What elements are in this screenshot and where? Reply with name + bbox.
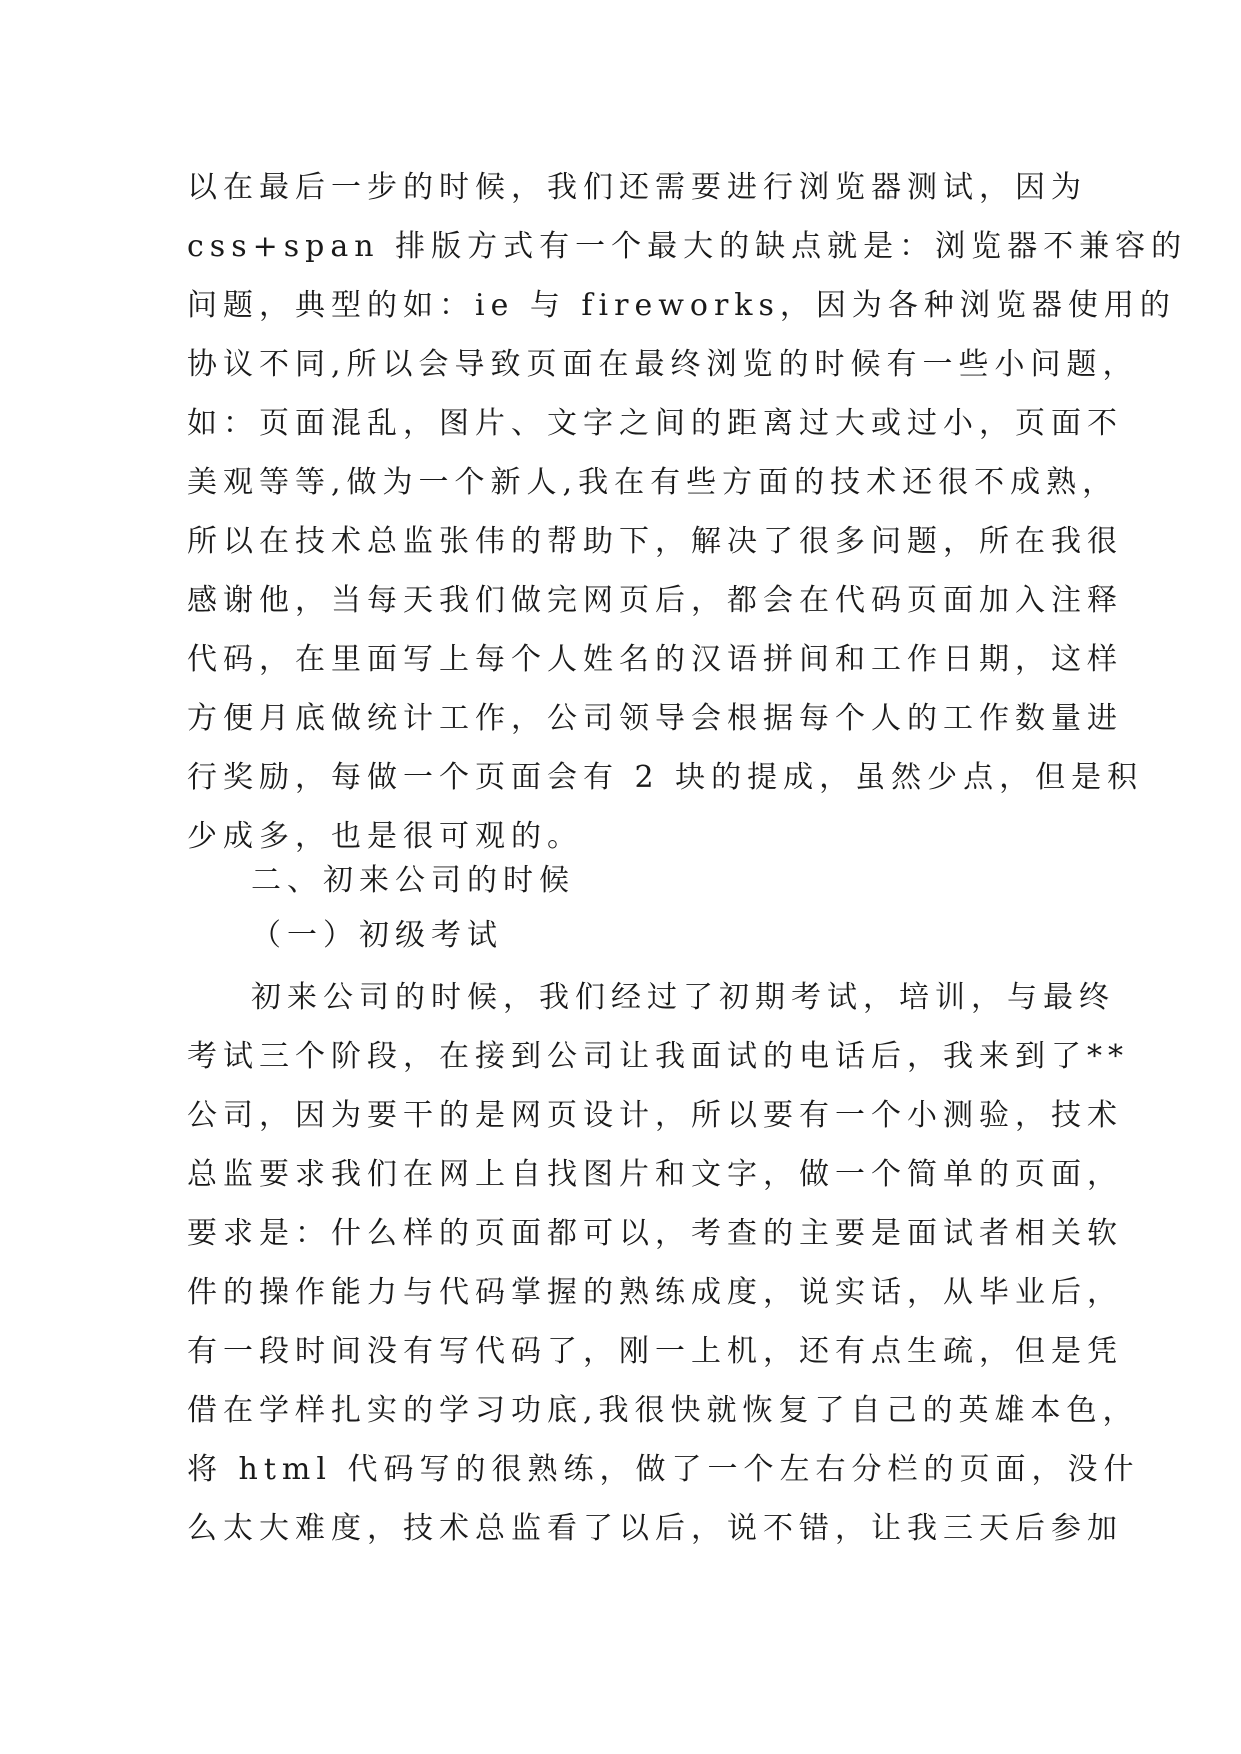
paragraph-initial-exam: [187, 968, 1140, 1558]
section-heading-text: 二、初来公司的时候: [251, 863, 575, 898]
text-line: 美观等等,做为一个新人,我在有些方面的技术还很不成熟，: [187, 465, 1119, 500]
paragraph-browser-testing: [187, 158, 1188, 866]
text-line: 所以在技术总监张伟的帮助下，解决了很多问题，所在我很: [187, 524, 1123, 559]
text-line: 件的操作能力与代码掌握的熟练成度，说实话，从毕业后，: [187, 1275, 1123, 1310]
text-line: 行奖励，每做一个页面会有 2 块的提成，虽然少点，但是积: [187, 760, 1144, 795]
text-line: 问题，典型的如：ie 与 fireworks，因为各种浏览器使用的: [187, 288, 1176, 323]
text-line: 少成多，也是很可观的。: [187, 819, 583, 854]
text-line: 如：页面混乱，图片、文字之间的距离过大或过小，页面不: [187, 406, 1123, 441]
text-line: 要求是：什么样的页面都可以，考查的主要是面试者相关软: [187, 1216, 1123, 1251]
text-line: 么太大难度，技术总监看了以后，说不错，让我三天后参加: [187, 1511, 1123, 1546]
text-line: 初来公司的时候，我们经过了初期考试，培训，与最终: [251, 980, 1115, 1015]
text-line: 代码，在里面写上每个人姓名的汉语拼间和工作日期，这样: [187, 642, 1123, 677]
text-line: 借在学样扎实的学习功底,我很快就恢复了自己的英雄本色，: [187, 1393, 1139, 1428]
text-line: 有一段时间没有写代码了，刚一上机，还有点生疏，但是凭: [187, 1334, 1123, 1369]
text-line: 将 html 代码写的很熟练，做了一个左右分栏的页面，没什: [187, 1452, 1140, 1487]
text-line: 方便月底做统计工作，公司领导会根据每个人的工作数量进: [187, 701, 1123, 736]
subsection-heading: [187, 908, 1057, 964]
text-line: css+span 排版方式有一个最大的缺点就是：浏览器不兼容的: [187, 229, 1188, 264]
section-heading: [187, 853, 1057, 909]
text-line: 总监要求我们在网上自找图片和文字，做一个简单的页面，: [187, 1157, 1123, 1192]
text-line: 协议不同,所以会导致页面在最终浏览的时候有一些小问题，: [187, 347, 1139, 382]
text-line: 以在最后一步的时候，我们还需要进行浏览器测试，因为: [187, 170, 1087, 205]
text-line: 感谢他，当每天我们做完网页后，都会在代码页面加入注释: [187, 583, 1123, 618]
text-line: 考试三个阶段，在接到公司让我面试的电话后，我来到了**: [187, 1039, 1129, 1074]
subsection-heading-text: （一）初级考试: [251, 918, 503, 953]
text-line: 公司，因为要干的是网页设计，所以要有一个小测验，技术: [187, 1098, 1123, 1133]
